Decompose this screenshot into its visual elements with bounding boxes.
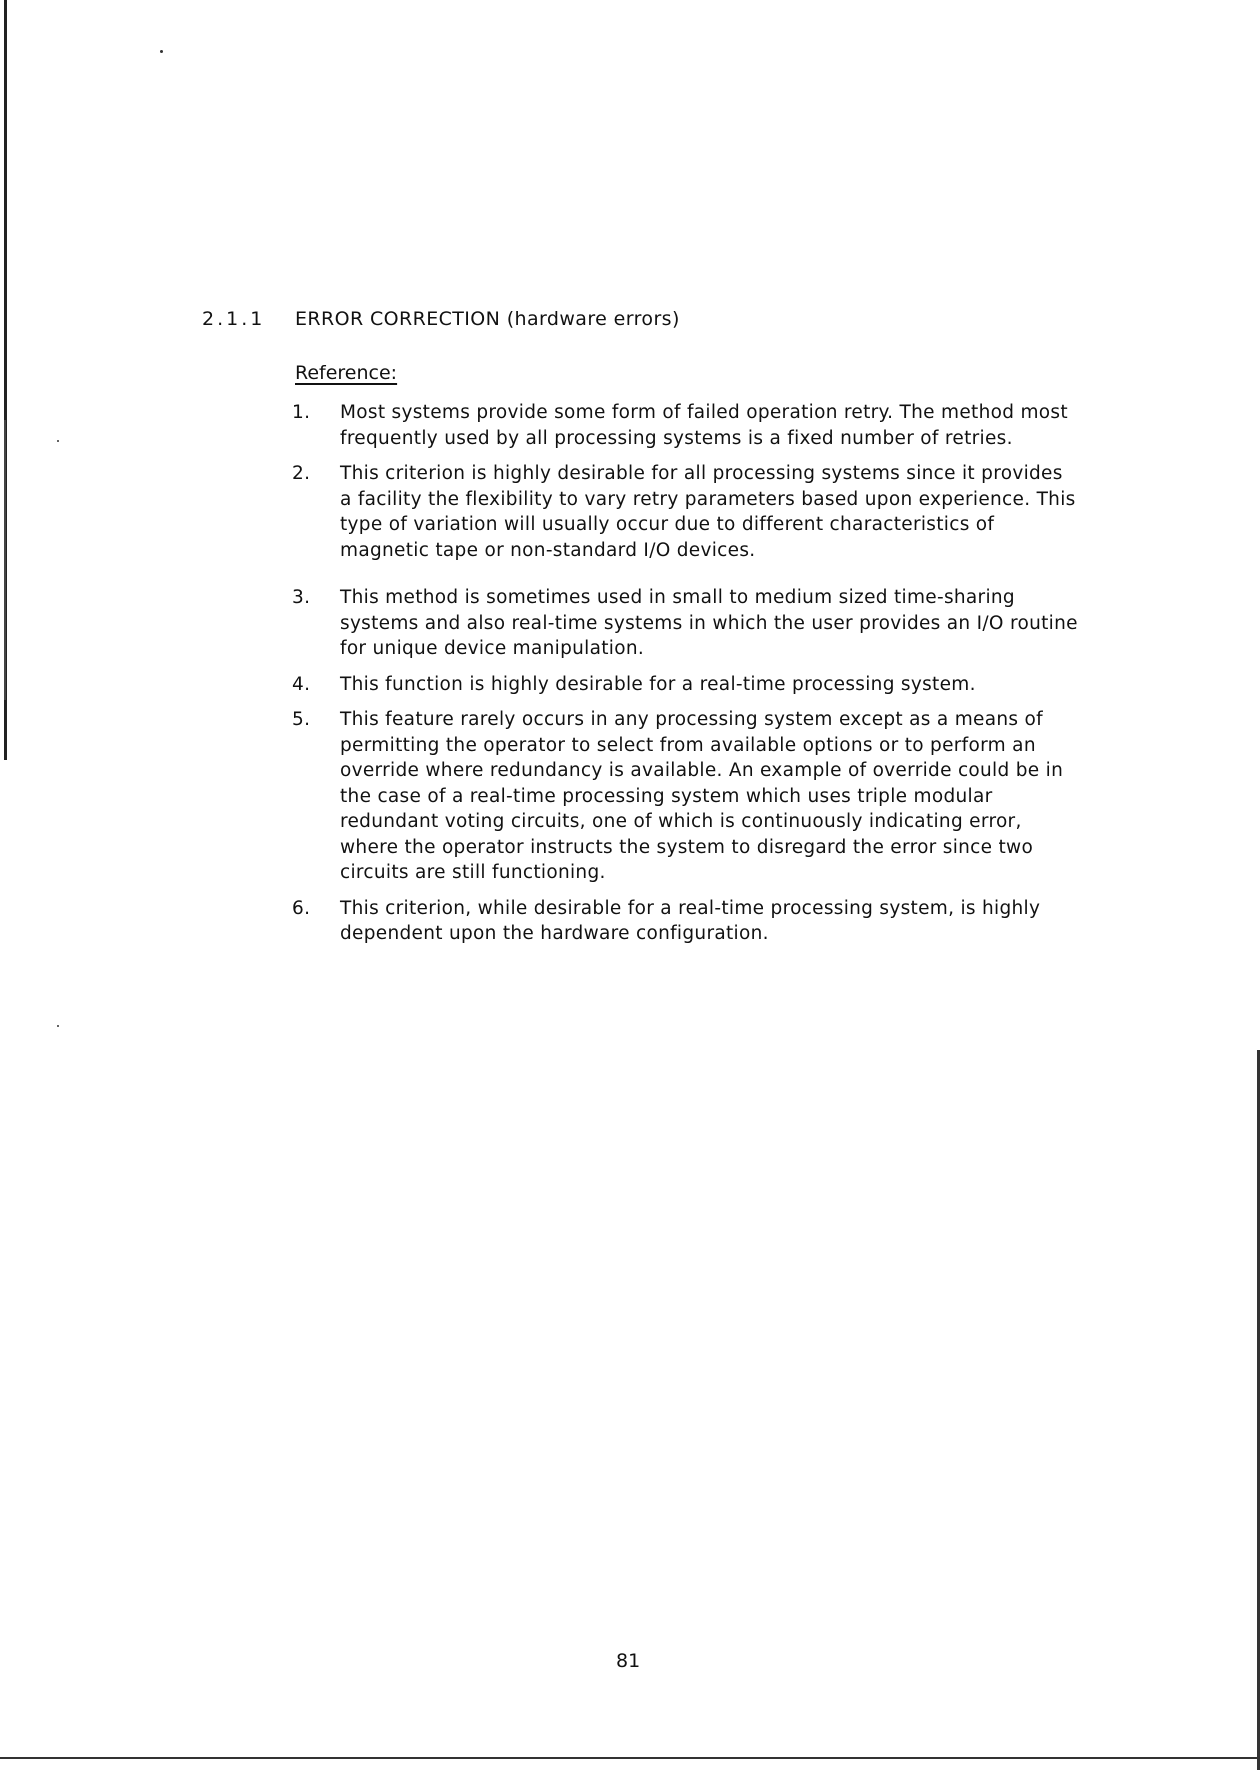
scan-speck bbox=[160, 50, 163, 53]
scan-speck bbox=[57, 1025, 59, 1027]
reference-label: Reference: bbox=[295, 362, 398, 384]
reference-list bbox=[290, 400, 1080, 957]
item-number: 4. bbox=[292, 673, 311, 695]
item-number: 5. bbox=[292, 709, 311, 730]
item-text: This criterion is highly desirable for all processing systems since it provides a facility the flexibility to vary retry parameters based upon experience. This type of variation will usually occur due to different characteristics of magnetic tape or non-standard I/O devices. bbox=[340, 463, 1076, 561]
section-title: ERROR CORRECTION (hardware errors) bbox=[295, 308, 680, 330]
list-item bbox=[290, 585, 1080, 662]
list-item bbox=[290, 400, 1080, 451]
item-number: 1. bbox=[292, 402, 311, 423]
section-number: 2.1.1 bbox=[202, 308, 266, 330]
scan-bottom-edge bbox=[0, 1757, 1260, 1759]
scan-speck bbox=[57, 440, 59, 442]
item-number: 2. bbox=[292, 463, 311, 484]
list-item bbox=[290, 896, 1080, 947]
list-item bbox=[290, 707, 1080, 886]
item-text: Most systems provide some form of failed operation retry. The method most frequently used by all processing systems is a fixed number of retries. bbox=[340, 402, 1068, 449]
list-item bbox=[290, 461, 1080, 563]
item-text: This criterion, while desirable for a real-time processing system, is highly dependent upon the hardware configuration. bbox=[340, 897, 1041, 944]
page-number: 81 bbox=[616, 1650, 641, 1672]
item-number: 6. bbox=[292, 897, 311, 919]
item-text: This method is sometimes used in small to medium sized time-sharing systems and also real-time systems in which the user provides an I/O routine for unique device manipulation. bbox=[340, 587, 1078, 659]
item-number: 3. bbox=[292, 587, 311, 608]
item-text: This feature rarely occurs in any processing system except as a means of permitting the operator to select from available options or to perform an override where redundancy is available. An example of override could be in the case of a real-time processing system which uses triple modular redundant voting circuits, one of which is continuously indicating error, where the operator instructs the system to disregard the error since two circuits are still functioning. bbox=[340, 709, 1064, 883]
item-text: This function is highly desirable for a real-time processing system. bbox=[340, 673, 976, 695]
list-item bbox=[290, 672, 1080, 698]
scan-left-edge-lower bbox=[4, 420, 6, 700]
